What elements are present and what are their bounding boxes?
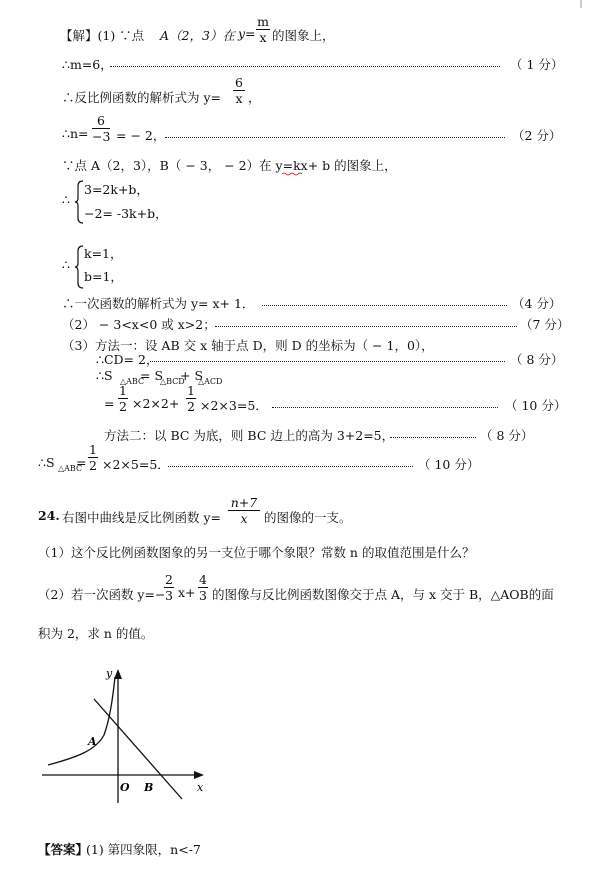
score-label: （ 10 分） [418, 457, 480, 472]
question-stem: 右图中曲线是反比例函数 y= [62, 510, 222, 525]
fraction-denominator: x [235, 91, 243, 106]
area-s: = S [140, 368, 164, 383]
linear-function-line [94, 699, 182, 799]
fraction-numerator: 1 [187, 383, 195, 398]
answer-text: (1) 第四象限，n<-7 [86, 842, 201, 857]
fraction-6-over-neg3 [92, 113, 110, 144]
product-expression: ×2×3=5． [200, 398, 268, 413]
score-label: （ 1 分） [510, 57, 564, 72]
dotted-leader [165, 137, 505, 138]
fraction-one-half [88, 442, 98, 473]
point-a-text: A（2，3）在 [160, 28, 235, 43]
fraction-numerator: 1 [89, 442, 97, 457]
line-suffix: ， [248, 90, 261, 105]
question-number: 24. [38, 508, 60, 523]
dotted-leader [150, 361, 505, 362]
n-equals: ∴n= [62, 126, 89, 141]
equals-sign: = [76, 455, 87, 470]
fraction-numerator: m [257, 14, 269, 29]
solution-k: k=1， [84, 246, 123, 261]
fraction-6-over-x [233, 75, 245, 106]
line-suffix: 的图象上， [272, 28, 335, 43]
fraction-denominator: −3 [92, 129, 111, 144]
point-a-label: A [88, 735, 97, 748]
fraction-one-half [186, 383, 196, 414]
dotted-leader [390, 437, 476, 438]
spellcheck-underline [282, 172, 304, 176]
fraction-denominator: 2 [89, 458, 97, 473]
left-brace-icon [74, 245, 84, 289]
crop-mark-right [580, 0, 588, 8]
fraction-numerator: 6 [97, 113, 105, 128]
area-subscript: △ACD [198, 377, 223, 386]
area-subscript: △ABC [120, 377, 145, 386]
product-expression: ×2×5=5． [102, 457, 170, 472]
score-label: （ 8 分） [480, 428, 534, 443]
y-equals: y= [238, 26, 256, 41]
solution-label: 【解】(1) ∵点 [60, 28, 145, 43]
fraction-denominator: 3 [165, 588, 173, 603]
system-equation-1: 3=2k+b， [84, 182, 149, 197]
area-s: ∴S [38, 455, 55, 470]
fraction-denominator: 2 [187, 399, 195, 414]
area-subscript: △BCD [160, 377, 185, 386]
fraction-n-plus-7-over-x [228, 495, 260, 526]
score-label: （ 8 分） [510, 352, 564, 367]
solution-b: b=1， [84, 269, 123, 284]
x-axis-arrow-icon [194, 771, 204, 779]
cd-equals-2: ∴CD= 2， [96, 352, 159, 367]
y-axis-label: y [106, 667, 113, 680]
function-graph-figure [38, 665, 218, 805]
area-subscript: △ABC [58, 464, 83, 473]
hyperbola-curve [48, 677, 115, 765]
part2-answer: （2） − 3<x<0 或 x>2； [62, 317, 216, 332]
fraction-denominator: x [240, 511, 248, 526]
crop-mark-left [22, 0, 30, 8]
area-s: + S [180, 368, 204, 383]
fraction-2-over-3 [164, 572, 174, 603]
therefore-symbol: ∴ [62, 192, 70, 207]
method-one-text: （3）方法一：设 AB 交 x 轴于点 D，则 D 的坐标为（ − 1，0）， [62, 338, 434, 353]
fraction-one-half [118, 383, 128, 414]
fraction-denominator: 3 [199, 588, 207, 603]
fraction-numerator: 4 [199, 572, 207, 587]
question-part-2-line-2: 积为 2，求 n 的值。 [38, 626, 154, 641]
origin-label: O [120, 781, 130, 794]
points-on-line-text: ∵点 A（2，3），B（ − 3， − 2）在 y=kx+ b 的图象上， [62, 158, 397, 173]
dotted-leader [272, 407, 498, 408]
dotted-leader [215, 326, 517, 327]
fraction-numerator: 6 [235, 75, 243, 90]
n-result: = − 2， [116, 128, 166, 143]
fraction-numerator: n+7 [230, 495, 258, 510]
question-part-2: （2）若一次函数 y=− [38, 587, 166, 602]
question-part-2-suffix: 的图像与反比例函数图像交于点 A，与 x 交于 B，△AOB的面 [212, 587, 554, 602]
question-part-1: （1）这个反比例函数图象的另一支位于哪个象限？常数 n 的取值范围是什么？ [38, 545, 475, 560]
left-brace-icon [74, 180, 84, 224]
answer-label: 【答案】 [38, 842, 89, 857]
dotted-leader [262, 305, 507, 306]
linear-function-text: ∴一次函数的解析式为 y= x+ 1． [62, 296, 255, 311]
score-label: （7 分） [520, 317, 570, 332]
therefore-symbol: ∴ [62, 257, 70, 272]
question-part-2-mid: x+ [178, 585, 196, 600]
dotted-leader [110, 66, 500, 67]
fraction-m-over-x [256, 14, 270, 45]
fraction-4-over-3 [198, 572, 208, 603]
x-axis-label: x [197, 781, 204, 794]
inverse-function-text: ∴反比例函数的解析式为 y= [62, 90, 222, 105]
dotted-leader [168, 466, 413, 467]
score-label: （ 10 分） [505, 398, 567, 413]
question-stem-suffix: 的图像的一支。 [264, 510, 352, 525]
point-b-label: B [144, 781, 154, 794]
m-equals-6: ∴m=6， [62, 57, 113, 72]
area-s: ∴S [96, 368, 113, 383]
score-label: （2 分） [512, 128, 562, 143]
fraction-denominator: x [259, 30, 267, 45]
product-expression: ×2×2+ [132, 396, 180, 411]
equals-sign: = [104, 396, 115, 411]
fraction-numerator: 2 [165, 572, 173, 587]
fraction-denominator: 2 [119, 399, 127, 414]
score-label: （4 分） [512, 296, 562, 311]
method-two-text: 方法二：以 BC 为底，则 BC 边上的高为 3+2=5， [104, 428, 395, 443]
fraction-numerator: 1 [119, 383, 127, 398]
system-equation-2: −2= -3k+b， [84, 206, 168, 221]
